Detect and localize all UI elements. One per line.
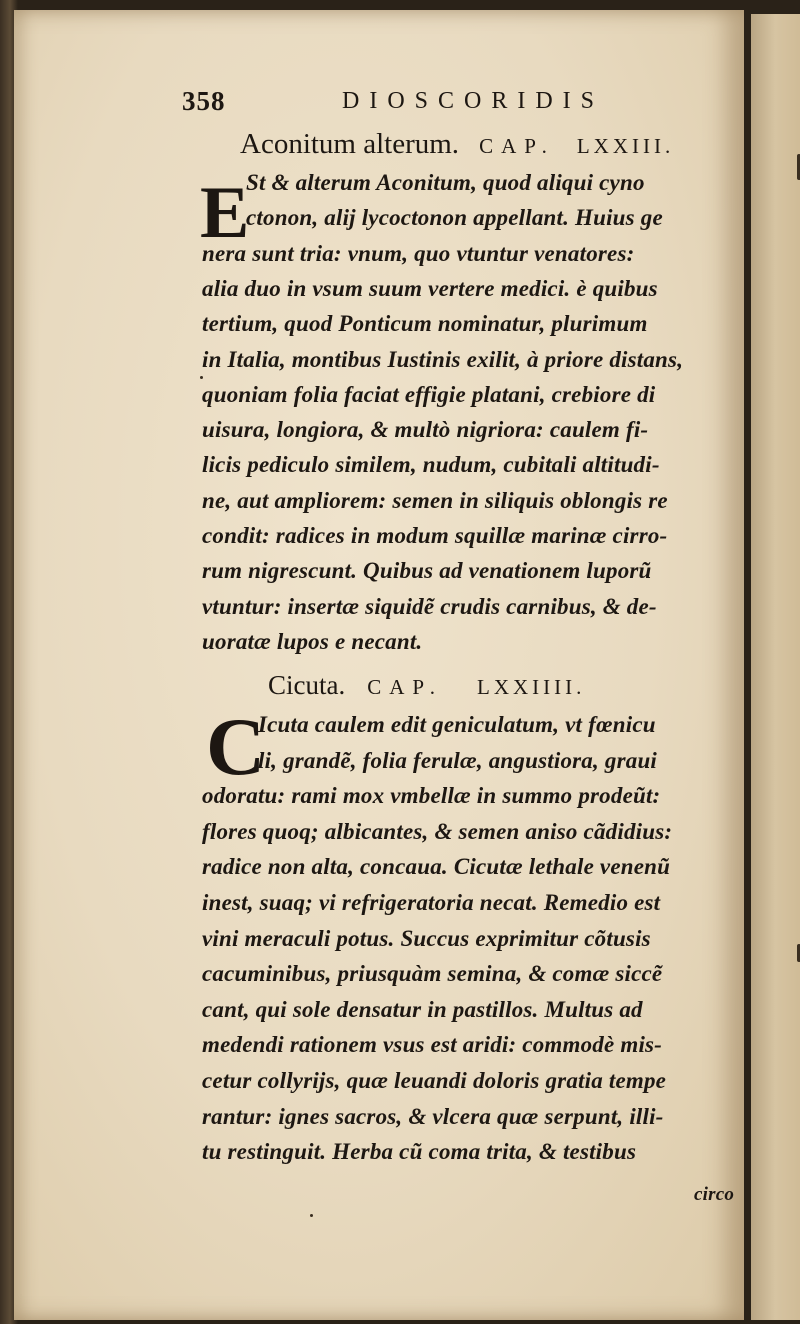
- text-line: tertium, quod Ponticum nominatur, plurimum: [202, 311, 648, 337]
- text-line: ctonon, alij lycoctonon appellant. Huius ge: [246, 205, 663, 231]
- text-line: cetur collyrijs, quæ leuandi doloris gratia tempe: [202, 1068, 667, 1093]
- text-line: ne, aut ampliorem: semen in siliquis oblongis re: [202, 487, 668, 513]
- running-head: [14, 82, 744, 122]
- chapter-cap-label: CAP.: [479, 134, 555, 158]
- text-line: rantur: ignes sacros, & vlcera quæ serpunt, illi-: [202, 1103, 664, 1129]
- text-line: uisura, longiora, & multò nigriora: caulem fi-: [202, 417, 649, 443]
- text-line: flores quoq; albicantes, & semen aniso cãdidius:: [202, 818, 673, 844]
- text-line: quoniam folia faciat effigie platani, crebiore di: [202, 381, 656, 407]
- drop-cap: E: [200, 172, 250, 254]
- text-line: St & alterum Aconitum, quod aliqui cyno: [246, 170, 645, 195]
- text-line: radice non alta, concaua. Cicutæ lethale venenũ: [202, 854, 671, 880]
- text-line: cacuminibus, priusquàm semina, & comæ siccẽ: [202, 961, 663, 987]
- drop-cap: C: [206, 701, 266, 792]
- text-line: cant, qui sole densatur in pastillos. Multus ad: [202, 996, 643, 1022]
- text-line: li, grandẽ, folia ferulæ, angustiora, graui: [258, 747, 658, 773]
- text-line: inest, suaq; vi refrigeratoria necat. Remedio est: [202, 890, 661, 915]
- text-line: in Italia, montibus Iustinis exilit, à priore distans,: [202, 346, 684, 372]
- page-number: 358: [182, 86, 226, 116]
- chapter-numeral: LXXIIII.: [477, 675, 586, 699]
- text-line: tu restinguit. Herba cũ coma trita, & testibus: [202, 1139, 637, 1165]
- chapter-title: Cicuta.: [268, 670, 346, 700]
- ink-speck: [200, 376, 203, 379]
- chapter-heading: [268, 670, 585, 701]
- text-line: medendi rationem vsus est aridi: commodè mis-: [202, 1032, 663, 1058]
- text-line: Icuta caulem edit geniculatum, vt fœnicu: [258, 712, 656, 737]
- text-line: uoratæ lupos e necant.: [202, 628, 423, 654]
- text-line: licis pediculo similem, nudum, cubitali altitudi-: [202, 452, 660, 478]
- facing-page-edge: [748, 14, 800, 1320]
- text-line: alia duo in vsum suum vertere medici. è quibus: [202, 275, 658, 301]
- text-line: rum nigrescunt. Quibus ad venationem luporũ: [202, 558, 652, 584]
- book-page: [14, 10, 744, 1320]
- text-line: vtuntur: insertæ siquidẽ crudis carnibus, & de-: [202, 593, 657, 619]
- ink-speck: [310, 1214, 313, 1217]
- catchword: circo: [694, 1184, 735, 1205]
- chapter-numeral: LXXIII.: [576, 134, 675, 158]
- text-line: odoratu: rami mox vmbellæ in summo prodeũt:: [202, 783, 661, 809]
- chapter-heading: [240, 128, 674, 161]
- chapter-cap-label: CAP.: [367, 675, 444, 699]
- text-line: vini meraculi potus. Succus exprimitur cõtusis: [202, 925, 651, 951]
- chapter-title: Aconitum alterum.: [240, 128, 460, 160]
- running-title: DIOSCORIDIS: [342, 88, 605, 114]
- text-line: nera sunt tria: vnum, quo vtuntur venatores:: [202, 240, 635, 266]
- text-line: condit: radices in modum squillæ marinæ cirro-: [202, 523, 668, 548]
